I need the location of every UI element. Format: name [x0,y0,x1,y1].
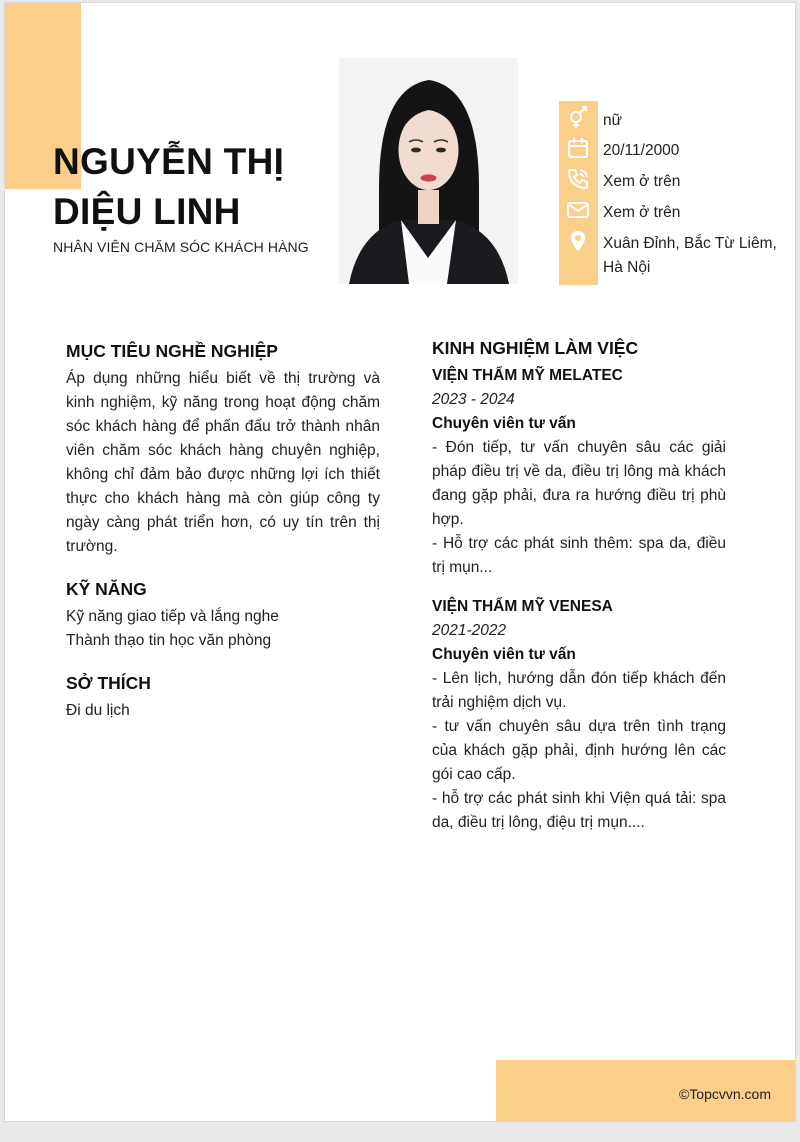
gender-icon [565,106,591,130]
address-line-1: Xuân Đỉnh, Bắc Từ Liêm, [603,235,777,252]
job-bullet: - tư vấn chuyên sâu dựa trên tình trạng của khách gặp phải, định hướng lên các gói cao cấp. [432,718,726,783]
job-company: VIỆN THẨM MỸ MELATEC [432,367,623,384]
phone-value: Xem ở trên [603,173,681,190]
footer-copyright: ©Topcvvn.com [678,1086,771,1102]
gender-value: nữ [603,112,622,129]
address-line-2: Hà Nội [603,259,651,276]
job-bullet: - hỗ trợ các phát sinh khi Viện quá tải: spa da, điều trị lông, điệu trị mụn.... [432,790,726,831]
job-bullet: - Lên lịch, hướng dẫn đón tiếp khách đến trải nghiệm dịch vụ. [432,670,726,711]
birthday-value: 20/11/2000 [603,142,680,159]
email-value: Xem ở trên [603,204,681,221]
candidate-name [53,137,333,237]
job-period: 2021-2022 [432,622,507,639]
calendar-icon [565,136,591,160]
objective-text: Áp dụng những hiểu biết về thị trường và kinh nghiệm, kỹ năng trong hoạt động chăm sóc khách hàng để phấn đấu trở thành nhân viên chăm sóc khách hàng chuyên nghiệp, không chỉ đảm bảo được những lợi ích thiết thực cho khách hàng mà còn giúp công ty ngày càng phát triển hơn, có uy tín trên thị trường. [66,370,380,555]
job-company: VIỆN THẨM MỸ VENESA [432,598,613,615]
skills-title: KỸ NĂNG [66,579,147,599]
name-line-1: NGUYỄN THỊ [53,141,285,182]
job-role: Chuyên viên tư vấn [432,415,576,432]
email-icon [565,198,591,222]
skill-item: Kỹ năng giao tiếp và lắng nghe [66,608,279,625]
skill-item: Thành thạo tin học văn phòng [66,632,272,649]
hobby-item: Đi du lịch [66,702,130,719]
job-period: 2023 - 2024 [432,391,515,408]
profile-photo [339,58,518,284]
name-line-2: DIỆU LINH [53,191,241,232]
hobbies-title: SỞ THÍCH [66,673,151,693]
experience-title: KINH NGHIỆM LÀM VIỆC [432,338,639,358]
objective-title: MỤC TIÊU NGHỀ NGHIỆP [66,341,278,361]
address-value [603,232,777,280]
job-bullet: - Đón tiếp, tư vấn chuyên sâu các giải pháp điều trị về da, điều trị lông mà khách đang gặp phải, đưa ra hướng điều trị phù hợp. [432,439,726,528]
job-bullet: - Hỗ trợ các phát sinh thêm: spa da, điều trị mụn... [432,535,726,576]
phone-icon [565,167,591,191]
location-icon [565,229,591,253]
cv-page [4,2,796,1122]
job-role: Chuyên viên tư vấn [432,646,576,663]
job-title: NHÂN VIÊN CHĂM SÓC KHÁCH HÀNG [53,239,309,255]
